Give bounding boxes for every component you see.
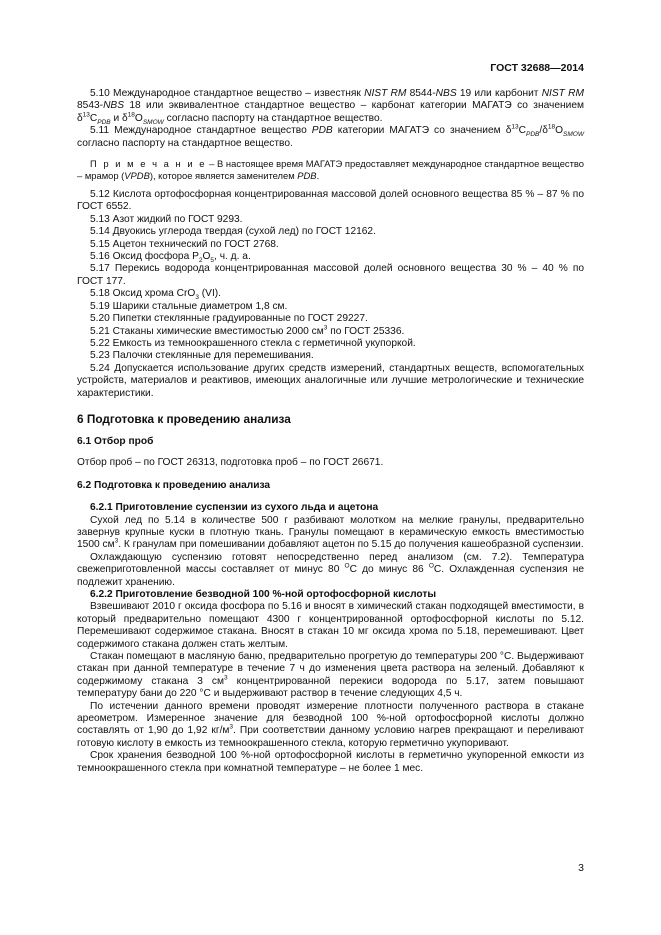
section-6-2-1-heading: 6.2.1 Приготовление суспензии из сухого льда и ацетона [90,502,379,514]
section-6-2-heading: 6.2 Подготовка к проведению анализа [77,479,271,491]
clause-5-17: 5.17 Перекись водорода концентрированная массовой долей основного вещества 30 % – 40 % по ГОСТ 177. [77,263,584,287]
clause-5-18: 5.18 Оксид хрома CrO$_3$ (VI). [90,288,222,302]
page-number: 3 [578,862,584,874]
note: П р и м е ч а н и е – В настоящее время МАГАТЭ предоставляет международное стандартное вещество – мрамор (VPDB), которое является заменителем PDB. [77,158,584,181]
clause-5-13: 5.13 Азот жидкий по ГОСТ 9293. [90,213,243,225]
section-6-2-2-para-2: Стакан помещают в масляную баню, предварительно прогретую до температуры 200 °С. Выдерживают стакан при данной температуре в течение 7 ч до изменения цвета раствора на зеленый. Добавляют к содержимому стакана 3 $см^3$ концентрированной перекиси водорода по 5.17, затем повышают температуру бани до 220 °С и выдерживают раствор в течение следующих 4,5 ч. [77,651,584,700]
clause-5-22: 5.22 Емкость из темноокрашенного стекла с герметичной укупоркой. [90,337,416,349]
clause-5-20: 5.20 Пипетки стеклянные градуированные по ГОСТ 29227. [90,313,368,325]
document-body [77,88,584,775]
section-6-2-2-para-4: Срок хранения безводной 100 %-ной ортофосфорной кислоты в герметично укупоренной емкости из темноокрашенного стекла при комнатной температуре – не более 1 мес. [77,750,584,774]
section-6-heading: 6 Подготовка к проведению анализа [77,411,291,426]
document-header: ГОСТ 32688—2014 [490,62,584,74]
clause-5-10: 5.10 Международное стандартное вещество – известняк NIST RM 8544-NBS 19 или карбонит NIST RM 8543-NBS 18 или эквивалентное стандартное вещество – карбонат категории МАГАТЭ со значением $\delta^{13}C_{PDB}$ и $\delta^{18}O_{SMOW}$ согласно паспорту на стандартное вещество. [77,88,584,126]
clause-5-24: 5.24 Допускается использование других средств измерений, стандартных веществ, вспомогательных устройств, материалов и реактивов, имеющих аналогичные или лучшие метрологические и технические характеристики. [77,362,584,399]
section-6-1-heading: 6.1 Отбор проб [77,435,154,447]
clause-5-23: 5.23 Палочки стеклянные для перемешивания. [90,350,314,362]
section-6-2-2-para-3: По истечении данного времени проводят измерение плотности полученного раствора в стакане ареометром. Измеренное значение для безводной 100 %-ной ортофосфорной кислоты должно составлять от 1,90 до 1,92 $кг/м^3$. При соответствии данному условию нагрев прекращают и переливают готовую кислоту в емкость из темноокрашенного стекла, которую герметично укупоривают. [77,700,584,749]
clause-5-19: 5.19 Шарики стальные диаметром 1,8 см. [90,300,288,312]
clause-5-16: 5.16 Оксид фосфора $P_2O_5$, ч. д. а. [90,251,251,265]
section-6-2-1-para-1: Сухой лед по 5.14 в количестве 500 г разбивают молотком на мелкие гранулы, предварительно завернув крупные куски в плотную ткань. Гранулы помещают в керамическую емкость вместимостью 1500 $см^3$. К гранулам при помешивании добавляют ацетон по 5.15 до получения кашеобразной суспензии. [77,514,584,551]
clause-5-15: 5.15 Ацетон технический по ГОСТ 2768. [90,238,279,250]
clause-5-12: 5.12 Кислота ортофосфорная концентрированная массовой долей основного вещества 85 % – 87 % по ГОСТ 6552. [77,189,584,213]
section-6-2-2-heading: 6.2.2 Приготовление безводной 100 %-ной ортофосфорной кислоты [90,589,437,600]
section-6-1-text: Отбор проб – по ГОСТ 26313, подготовка проб – по ГОСТ 26671. [77,457,384,469]
section-6-2-1-para-2: Охлаждающую суспензию готовят непосредственно перед анализом (см. 7.2). Температура свежеприготовленной массы составляет от минус 80 $^О$С до минус 86 $^О$С. Охлажденная суспензия не подлежит хранению. [77,551,585,588]
section-6-2-2-para-1: Взвешивают 2010 г оксида фосфора по 5.16 и вносят в химический стакан подходящей вместимости, в который предварительно помещают 4300 г концентрированной ортофосфорной кислоты по 5.12. Перемешивают содержимое стакана. Вносят в стакан 10 мг оксида хрома по 5.18, перемешивают. Цвет содержимого стакана должен стать желтым. [77,601,584,650]
clause-5-11: 5.11 Международное стандартное вещество PDB категории МАГАТЭ со значением $\delta^{13}C_{PDB}/\delta^{18}O_{SMOW}$ согласно паспорту на стандартное вещество. [77,123,584,149]
clause-5-14: 5.14 Двуокись углерода твердая (сухой лед) по ГОСТ 12162. [90,226,376,238]
clause-5-21: 5.21 Стаканы химические вместимостью 2000 $см^3$ по ГОСТ 25336. [90,324,405,337]
